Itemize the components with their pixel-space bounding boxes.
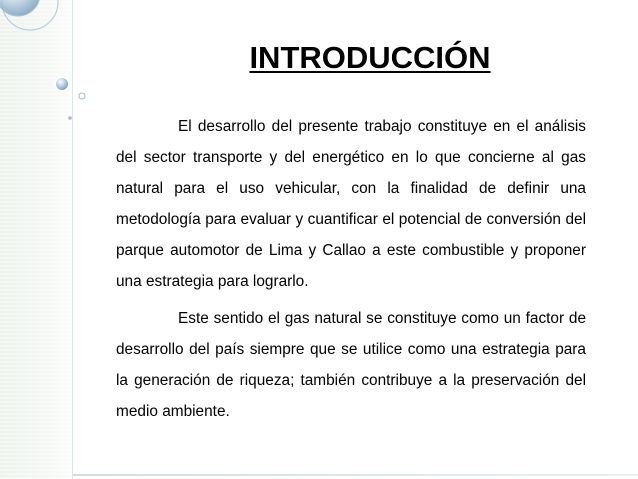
paragraph-2: Este sentido el gas natural se constituye como un factor de desarrollo del país siempre que se utilice como una estrategia para la generación de riqueza; también contribuye a la preservación del medio ambiente.	[116, 310, 586, 420]
bottom-rule	[73, 474, 638, 476]
medium-ball-ornament	[55, 77, 69, 91]
small-ring-ornament	[79, 93, 85, 99]
slide-title: INTRODUCCIÓN	[249, 40, 491, 75]
slide-body	[116, 111, 586, 427]
large-ball-ornament	[0, 0, 40, 16]
circle-ornament-icon	[0, 0, 110, 140]
paragraph-1: El desarrollo del presente trabajo constituye en el análisis del sector transporte y del energético en lo que concierne al gas natural para el uso vehicular, con la finalidad de definir una metodología para evaluar y cuantificar el potencial de conversión del parque automotor de Lima y Callao a este combustible y proponer una estrategia para lograrlo.	[116, 118, 586, 290]
tiny-dot-ornament	[68, 116, 72, 120]
